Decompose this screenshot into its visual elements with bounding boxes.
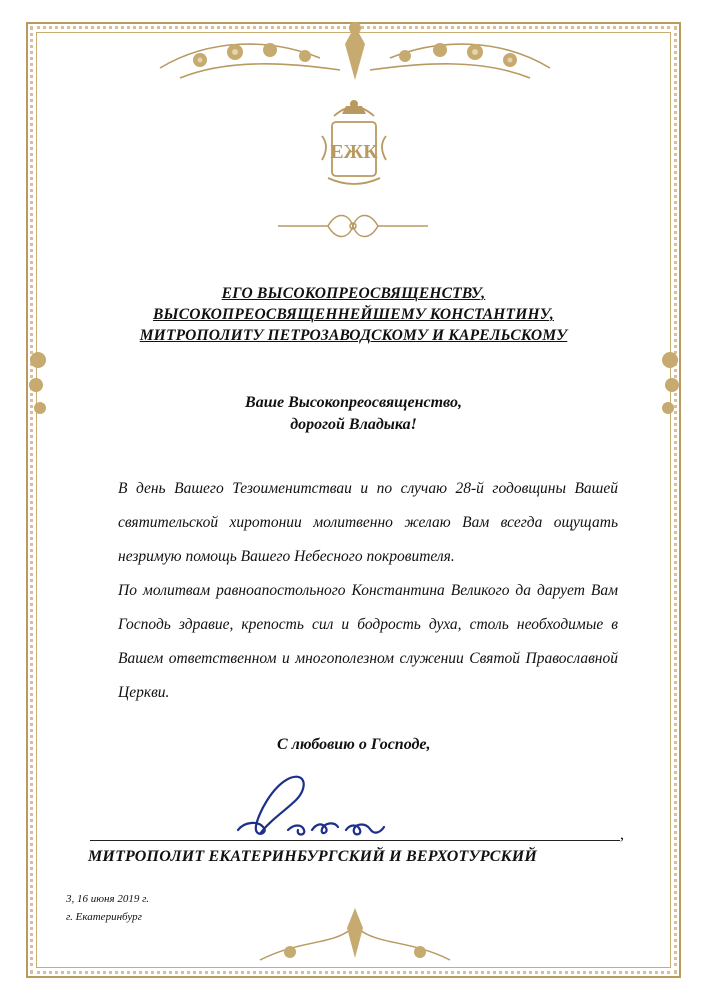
addressee-line: ЕГО ВЫСОКОПРЕОСВЯЩЕНСТВУ, xyxy=(221,285,486,302)
body-paragraph: По молитвам равноапостольного Константина Великого да дарует Вам Господь здравие, крепость сил и бодрость духа, столь необходимые в Вашем ответственном и многополезном служении Святой Православной Церкви. xyxy=(118,582,618,701)
bottom-garland-ornament-icon xyxy=(250,900,460,980)
crown-emblem-icon xyxy=(318,96,390,188)
signer-title: МИТРОПОЛИТ ЕКАТЕРИНБУРГСКИЙ И ВЕРХОТУРСКИЙ xyxy=(88,848,538,865)
top-garland-ornament-icon xyxy=(140,8,570,98)
addressee-line: МИТРОПОЛИТУ ПЕТРОЗАВОДСКОМУ И КАРЕЛЬСКОМУ xyxy=(139,327,568,344)
greeting-line: дорогой Владыка! xyxy=(290,416,417,433)
greeting-block xyxy=(0,392,707,436)
document-number-date: 3, 16 июня 2019 г. xyxy=(66,893,149,905)
letter-body xyxy=(118,472,618,710)
document-city: г. Екатеринбург xyxy=(66,911,142,923)
signature-line xyxy=(90,840,620,841)
emblem-monogram: ЕЖК xyxy=(330,141,378,163)
signature-comma: , xyxy=(620,826,624,843)
body-paragraph: В день Вашего Тезоименитстваи и по случаю 28-й годовщины Вашей святительской хиротонии молитвенно желаю Вам всегда ощущать незримую помощь Вашего Небесного покровителя. xyxy=(118,480,618,565)
handwritten-signature-icon xyxy=(228,768,408,848)
addressee-line: ВЫСОКОПРЕОСВЯЩЕННЕЙШЕМУ КОНСТАНТИНУ, xyxy=(152,306,554,323)
greeting-line: Ваше Высокопреосвященство, xyxy=(245,394,462,411)
addressee-block xyxy=(0,283,707,346)
document-meta xyxy=(66,890,149,926)
scroll-divider-icon xyxy=(278,212,428,240)
closing-phrase: С любовию о Господе, xyxy=(277,736,431,753)
